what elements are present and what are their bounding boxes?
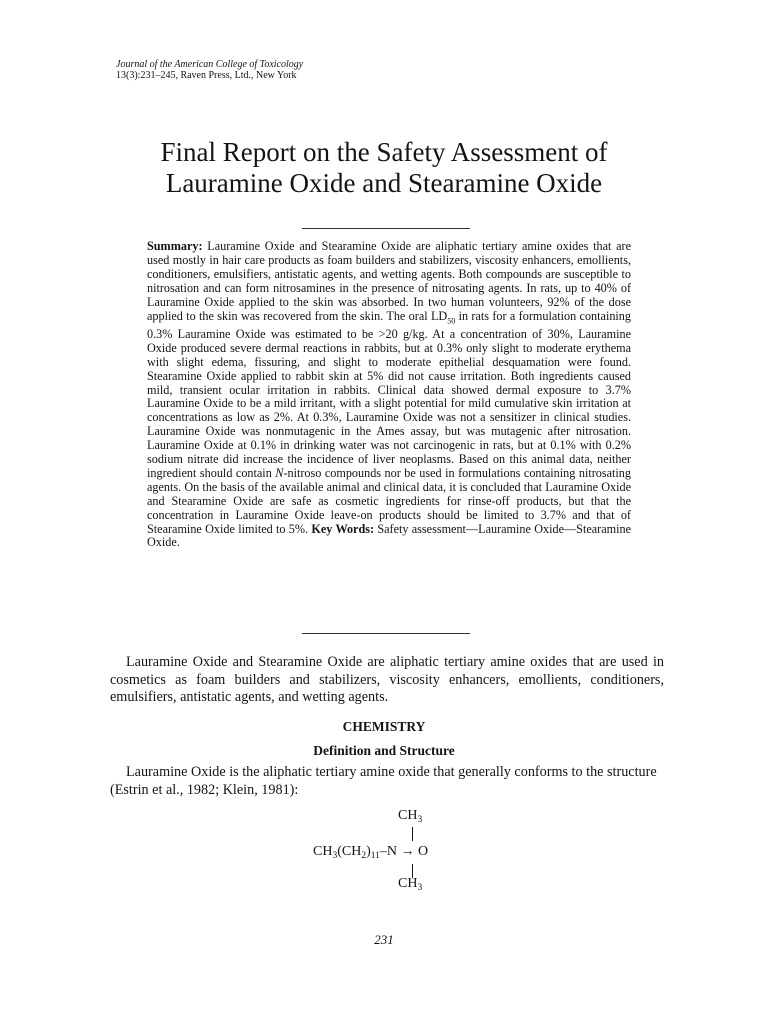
summary-text-c: -nitroso compounds nor be used in formulations containing nitrosating agents. On the basis of the available animal and clinical data, it is concluded that Lauramine Oxide and Stearamine Oxide are safe as cosmetic ingredients for rinse-off products, but that the concentration in Lauramine Oxide leave-on products should be limited to 3.7% and that of Stearamine Oxide limited to 5%.: [147, 465, 631, 536]
formula-main-d: –N → O: [379, 844, 429, 859]
title-line-1: Final Report on the Safety Assessment of: [160, 137, 608, 167]
summary-label: Summary:: [147, 239, 203, 253]
formula-main-chain: [313, 844, 428, 861]
formula-top-ch: CH: [398, 808, 418, 823]
keywords-label: Key Words:: [308, 521, 375, 536]
formula-main-b: (CH: [337, 844, 362, 859]
summary-n-italic: N: [275, 465, 284, 480]
formula-main-sub1: 3: [332, 851, 338, 861]
subsection-heading-definition: Definition and Structure: [313, 743, 455, 758]
formula-top-sub: 3: [417, 815, 423, 825]
article-title: [0, 137, 768, 199]
formula-bottom-methyl: [398, 876, 422, 893]
formula-top-methyl: [398, 808, 422, 825]
chemistry-paragraph: Lauramine Oxide is the aliphatic tertiary amine oxide that generally conforms to the structure (Estrin et al., 1982; Klein, 1981):: [110, 764, 657, 798]
formula-main-sub3: 11: [370, 851, 380, 861]
section-heading-chemistry: CHEMISTRY: [342, 719, 426, 734]
intro-paragraph: Lauramine Oxide and Stearamine Oxide are aliphatic tertiary amine oxides that are used in cosmetics as foam builders and stabilizers, viscosity enhancers, emollients, conditioners, emulsifiers, antistatic agents, and wetting agents.: [110, 654, 664, 705]
formula-main-a: CH: [313, 844, 333, 859]
formula-main-sub2: 2: [361, 851, 367, 861]
bottom-divider: [302, 633, 470, 634]
formula-main-c: ): [366, 844, 371, 859]
ld50-subscript: 50: [447, 315, 456, 325]
formula-bottom-ch: CH: [398, 876, 418, 891]
summary-text-a: Lauramine Oxide and Stearamine Oxide are aliphatic tertiary amine oxides that are used mostly in hair care products as foam builders and stabilizers, viscosity enhancers, emollients, conditioners, emulsifiers, antistatic agents, and wetting agents. Both compounds are susceptible to nitrosation and can form nitrosamines in the presence of nitrosating agents. In rats, up to 40% of Lauramine Oxide applied to the skin was absorbed. In two human volunteers, 92% of the dose applied to the skin was recovered from the skin. The oral LD: [147, 239, 631, 323]
title-line-2: Lauramine Oxide and Stearamine Oxide: [165, 168, 603, 198]
journal-name: Journal of the American College of Toxicology: [116, 59, 304, 70]
journal-citation: [116, 59, 303, 81]
formula-top-bond: [412, 827, 413, 841]
top-divider: [302, 228, 470, 229]
keywords-text: Safety assessment—Lauramine Oxide—Stearamine Oxide.: [147, 521, 631, 550]
summary-text-b: in rats for a formulation containing 0.3% Lauramine Oxide was estimated to be >20 g/kg. At a concentration of 30%, Lauramine Oxide produced severe dermal reactions in rabbits, but at 0.3% only slight to moderate erythema with slight edema, fissuring, and slight to moderate epithelial desquamation were found. Stearamine Oxide applied to rabbit skin at 5% did not cause irritation. Both ingredients caused mild, transient ocular irritation in rabbits. Clinical data showed dermal exposure to 3.7% Lauramine Oxide to be a mild irritant, with a slight potential for mild cumulative skin irritation at concentrations as low as 2%. At 0.3%, Lauramine Oxide was not a sensitizer in clinical studies. Lauramine Oxide was nonmutagenic in the Ames assay, but was mutagenic after nitrosation. Lauramine Oxide at 0.1% in drinking water was not carcinogenic in rats, but at 0.1% with 0.2% sodium nitrate did increase the incidence of liver neoplasms. Based on this animal data, neither ingredient should contain: [147, 308, 631, 480]
formula-bottom-sub: 3: [417, 883, 423, 893]
summary-abstract: [147, 240, 631, 550]
page-number: 231: [374, 932, 394, 947]
journal-volume-info: 13(3):231–245, Raven Press, Ltd., New York: [116, 70, 297, 81]
